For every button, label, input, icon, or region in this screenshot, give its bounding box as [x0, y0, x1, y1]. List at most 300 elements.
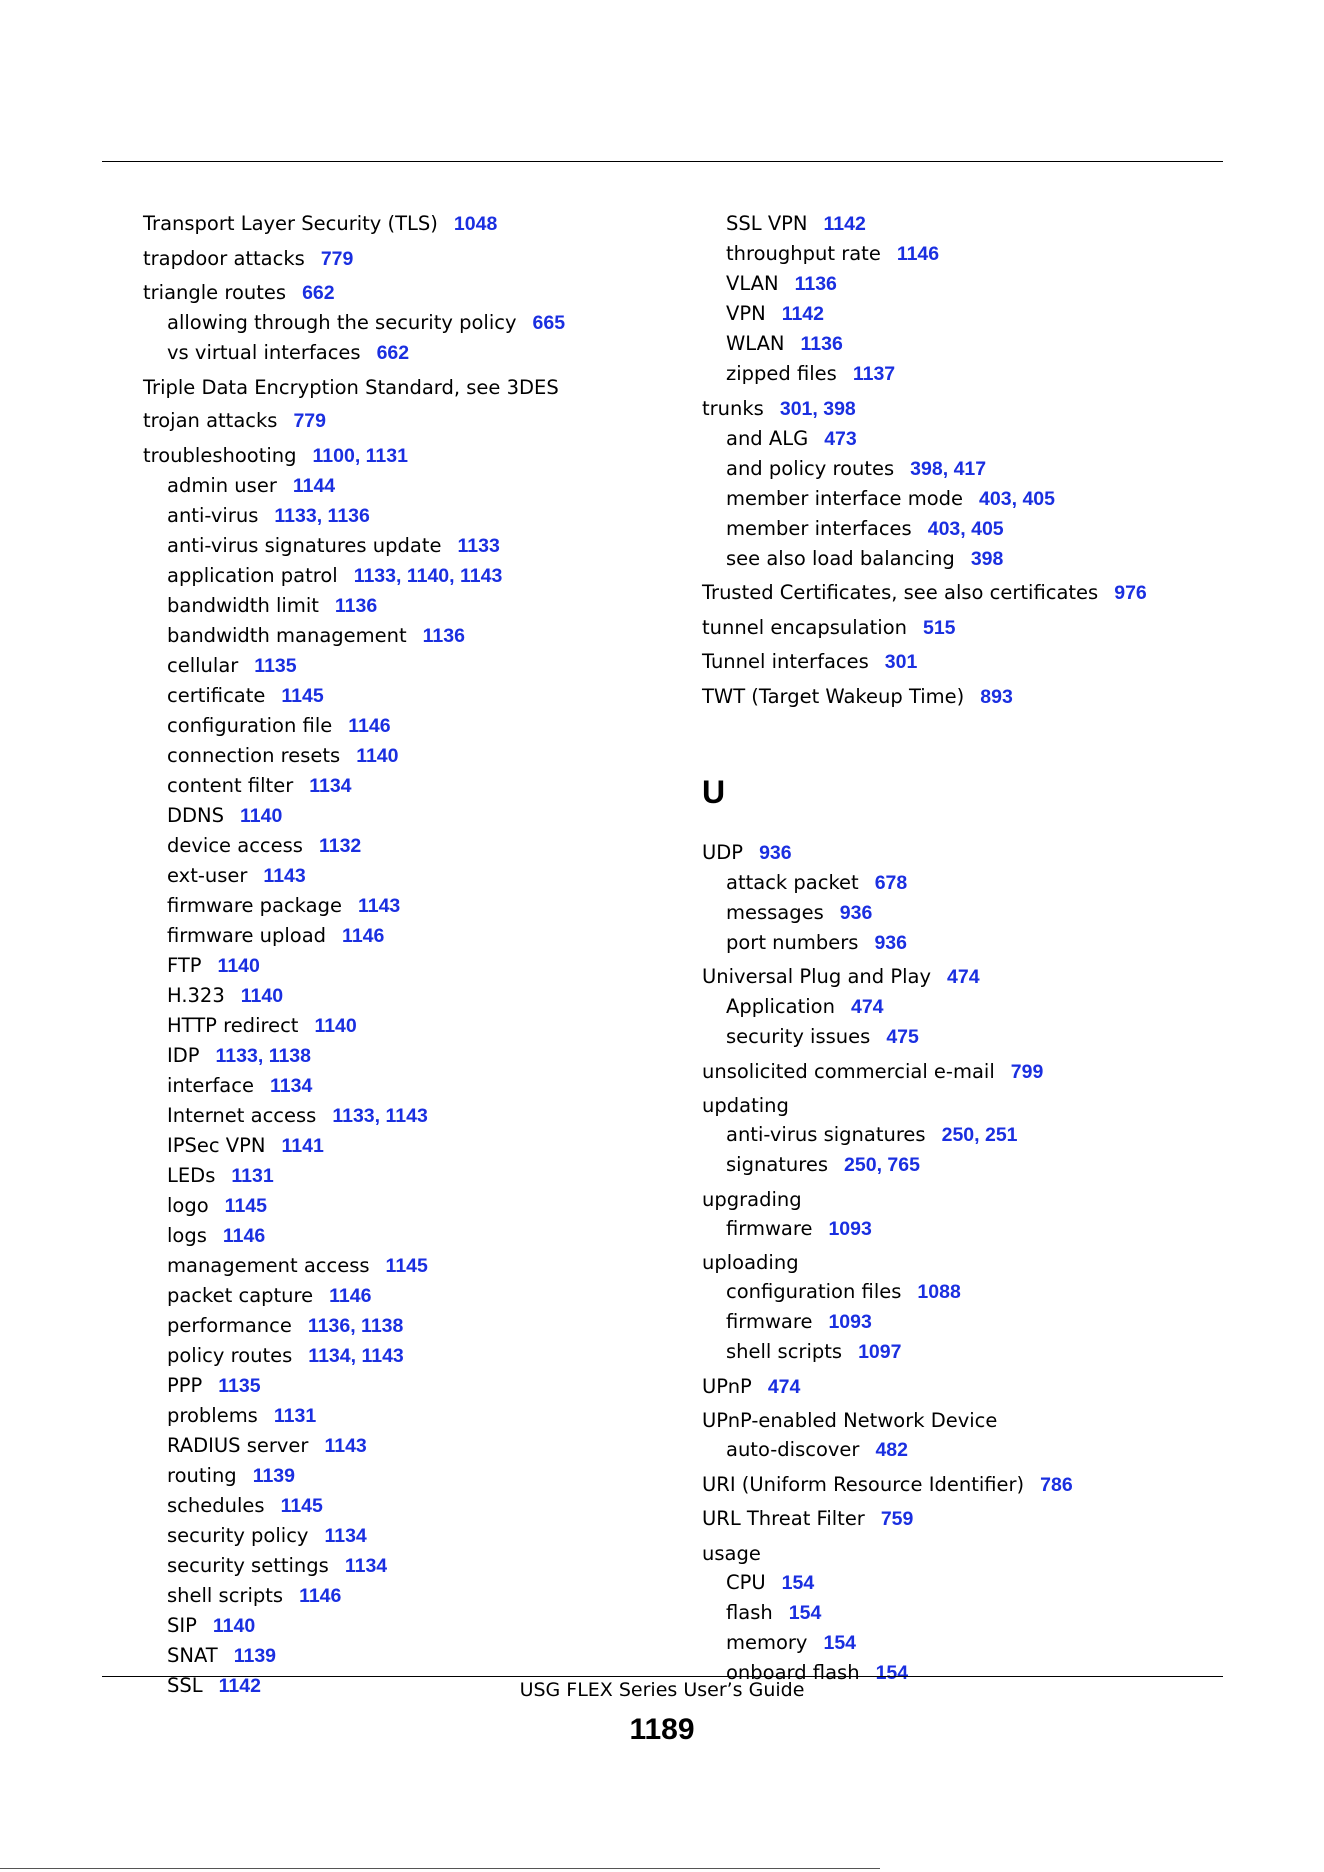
index-subentry — [143, 951, 683, 981]
page-link[interactable]: 1143 — [385, 1104, 428, 1127]
page-separator: , — [396, 564, 407, 587]
page-link[interactable]: 662 — [376, 342, 410, 364]
page-link[interactable]: 1093 — [828, 1217, 872, 1240]
page-link[interactable]: 1143 — [460, 564, 503, 587]
page-link[interactable]: 474 — [767, 1375, 801, 1398]
index-term: logo — [167, 1193, 209, 1217]
page-references — [947, 966, 980, 988]
index-subentry — [702, 269, 1222, 299]
page-link[interactable]: 799 — [1010, 1060, 1044, 1083]
page-link[interactable]: 678 — [874, 871, 908, 894]
index-term: IDP — [167, 1043, 200, 1067]
index-subentry — [143, 681, 683, 711]
page-link[interactable]: 1133 — [457, 534, 500, 557]
index-term: zipped files — [726, 362, 837, 385]
page-link[interactable]: 403 — [979, 487, 1012, 510]
page-references — [875, 872, 908, 894]
page-link[interactable]: 779 — [293, 410, 326, 432]
index-subentry — [702, 868, 1222, 898]
index-entry — [702, 1057, 1222, 1087]
page-separator: , — [876, 1154, 888, 1176]
page-references — [332, 1105, 427, 1127]
page-references — [324, 1435, 366, 1457]
page-link[interactable]: 1048 — [453, 213, 498, 235]
page-references — [979, 488, 1055, 510]
page-link[interactable]: 976 — [1114, 582, 1147, 604]
index-entry — [702, 578, 1222, 608]
page-references — [844, 1154, 920, 1176]
index-term: signatures — [726, 1153, 829, 1176]
page-separator: , — [350, 1344, 362, 1367]
page-separator: , — [354, 444, 366, 467]
index-term: upgrading — [702, 1187, 802, 1211]
index-term: ext-user — [167, 863, 248, 887]
page-link[interactable]: 1136 — [334, 594, 378, 617]
page-references — [851, 996, 884, 1018]
page-link[interactable]: 936 — [759, 841, 792, 864]
index-term: LEDs — [167, 1163, 216, 1187]
index-term: HTTP redirect — [167, 1013, 299, 1037]
index-term: UPnP-enabled Network Device — [702, 1409, 998, 1432]
page-link[interactable]: 1136 — [794, 273, 837, 295]
page-references — [782, 1572, 815, 1594]
index-subentry — [143, 308, 683, 338]
index-term: trunks — [702, 396, 764, 420]
index-term: Internet access — [167, 1103, 317, 1127]
page-link[interactable]: 1138 — [268, 1044, 311, 1067]
page-references — [234, 1645, 276, 1667]
index-subentry — [702, 329, 1222, 359]
index-subentry — [702, 359, 1222, 389]
index-subentry — [143, 1491, 683, 1521]
index-subentry — [143, 1251, 683, 1281]
index-subentry — [143, 1461, 683, 1491]
page-link[interactable]: 1132 — [318, 834, 362, 857]
index-entry — [702, 647, 1222, 677]
index-subentry — [143, 741, 683, 771]
page-link[interactable]: 1146 — [896, 243, 940, 265]
page-link[interactable]: 765 — [887, 1154, 920, 1176]
page-edge-divider — [0, 1868, 880, 1869]
index-subentry — [143, 651, 683, 681]
page-link[interactable]: 1140 — [212, 1614, 256, 1637]
index-subentry — [143, 1071, 683, 1101]
index-term: VPN — [726, 302, 766, 325]
index-entry — [143, 244, 683, 274]
page-references — [801, 333, 843, 355]
page-link[interactable]: 1146 — [348, 714, 391, 737]
page-separator: , — [812, 397, 824, 420]
index-term: SSL VPN — [726, 212, 808, 235]
index-subentry — [702, 898, 1222, 928]
index-term: memory — [726, 1630, 808, 1654]
page-link[interactable]: 1146 — [329, 1284, 372, 1307]
page-references — [789, 1602, 822, 1624]
page-link[interactable]: 250 — [844, 1154, 877, 1176]
index-term: policy routes — [167, 1343, 293, 1367]
index-subentry — [143, 861, 683, 891]
index-entry — [702, 394, 1222, 424]
page-link[interactable]: 665 — [532, 312, 566, 334]
page-link[interactable]: 251 — [984, 1124, 1018, 1146]
page-references — [886, 1026, 919, 1048]
page-link[interactable]: 1140 — [314, 1014, 357, 1037]
page-link[interactable]: 1136 — [800, 333, 843, 355]
index-term: URI (Uniform Resource Identifier) — [702, 1472, 1025, 1496]
page-separator: , — [960, 517, 972, 540]
page-link[interactable]: 250 — [941, 1124, 975, 1146]
index-subentry — [143, 1101, 683, 1131]
index-term: Trusted Certificates, see also certificates — [702, 581, 1099, 604]
index-term: RADIUS server — [167, 1433, 309, 1457]
index-term: H.323 — [167, 983, 225, 1007]
page-link[interactable]: 154 — [875, 1661, 909, 1684]
index-subentry — [702, 1277, 1222, 1307]
index-entry — [702, 1248, 1222, 1277]
index-term: configuration file — [167, 713, 333, 737]
index-term: content filter — [167, 773, 294, 797]
page-link[interactable]: 1133 — [353, 564, 396, 587]
page-references — [828, 1311, 871, 1333]
index-term: onboard flash — [726, 1660, 860, 1684]
page-separator: , — [449, 564, 460, 587]
page-references — [253, 1465, 295, 1487]
page-references — [454, 213, 497, 235]
index-term: triangle routes — [143, 281, 287, 304]
page-link[interactable]: 759 — [880, 1508, 914, 1530]
page-references — [875, 1439, 908, 1461]
index-term: device access — [167, 833, 303, 857]
index-subentry — [143, 471, 683, 501]
index-subentry — [702, 1214, 1222, 1244]
page-link[interactable]: 1134 — [308, 1344, 351, 1367]
page-link[interactable]: 1144 — [292, 474, 336, 497]
page-link[interactable]: 1136 — [327, 504, 370, 527]
page-link[interactable]: 1131 — [231, 1164, 274, 1187]
index-term: member interface mode — [726, 486, 964, 510]
page-link[interactable]: 936 — [874, 931, 907, 954]
index-subentry — [702, 209, 1222, 239]
page-references — [358, 895, 400, 917]
page-link[interactable]: 1137 — [852, 363, 896, 385]
index-subentry — [143, 1311, 683, 1341]
index-term: URL Threat Filter — [702, 1507, 865, 1530]
page-references — [824, 213, 866, 235]
page-link[interactable]: 398 — [823, 397, 856, 420]
index-entry — [702, 1185, 1222, 1214]
page-link[interactable]: 1139 — [252, 1464, 295, 1487]
index-term: bandwidth limit — [167, 593, 319, 617]
page-link[interactable]: 1140 — [240, 804, 283, 827]
page-references — [223, 1225, 265, 1247]
index-subentry — [143, 338, 683, 368]
page-references — [923, 617, 956, 639]
page-link[interactable]: 1141 — [281, 1134, 324, 1157]
index-term: firmware upload — [167, 923, 327, 947]
index-term: SSL — [167, 1673, 203, 1697]
index-subentry — [143, 1431, 683, 1461]
page-link[interactable]: 405 — [971, 517, 1004, 540]
index-term: certificate — [167, 683, 266, 707]
index-term: throughput rate — [726, 242, 881, 265]
index-subentry — [702, 299, 1222, 329]
page-link[interactable]: 474 — [850, 996, 884, 1018]
index-entry — [702, 682, 1222, 712]
index-subentry — [143, 621, 683, 651]
page-link[interactable]: 1146 — [342, 924, 385, 947]
page-link[interactable]: 1140 — [217, 954, 260, 977]
page-separator: , — [374, 1104, 386, 1127]
page-references — [281, 1495, 323, 1517]
index-subentry — [143, 1191, 683, 1221]
index-subentry — [143, 1551, 683, 1581]
page-link[interactable]: 1138 — [361, 1314, 404, 1337]
index-term: connection resets — [167, 743, 341, 767]
page-references — [840, 902, 873, 924]
page-link[interactable]: 1131 — [273, 1404, 317, 1427]
index-subentry — [143, 561, 683, 591]
index-term: anti-virus signatures update — [167, 533, 442, 557]
index-entry — [143, 209, 683, 239]
page-references — [386, 1255, 428, 1277]
index-term: management access — [167, 1253, 370, 1277]
page-link[interactable]: 1135 — [218, 1374, 261, 1397]
index-term: Tunnel interfaces — [702, 650, 869, 673]
page-references — [858, 1341, 901, 1363]
index-term: anti-virus — [167, 503, 259, 527]
page-link[interactable]: 1136 — [307, 1314, 351, 1337]
page-link[interactable]: 1143 — [361, 1344, 404, 1367]
index-subentry — [702, 1628, 1222, 1658]
page-references — [942, 1124, 1018, 1146]
index-term: and ALG — [726, 426, 809, 450]
index-term: interface — [167, 1073, 254, 1097]
page-link[interactable]: 1093 — [828, 1311, 872, 1333]
page-link[interactable]: 893 — [980, 685, 1013, 708]
page-number: 1189 — [629, 1713, 695, 1746]
page-link[interactable]: 1143 — [357, 894, 401, 917]
page-link[interactable]: 398 — [910, 457, 943, 480]
index-term: VLAN — [726, 272, 779, 295]
page-references — [917, 1281, 960, 1303]
index-entry — [702, 1504, 1222, 1534]
page-references — [897, 243, 939, 265]
page-link[interactable]: 662 — [302, 282, 335, 304]
index-entry — [702, 1470, 1222, 1500]
page-references — [348, 715, 390, 737]
page-link[interactable]: 936 — [839, 901, 873, 924]
page-link[interactable]: 515 — [922, 616, 956, 639]
section-heading: U — [702, 773, 726, 810]
index-entry — [143, 278, 683, 308]
index-term: member interfaces — [726, 516, 912, 540]
page-link[interactable]: 1146 — [299, 1584, 342, 1607]
page-references — [928, 518, 1004, 540]
index-term: cellular — [167, 653, 239, 677]
index-term: security settings — [167, 1553, 329, 1577]
page-references — [759, 842, 792, 864]
index-entry — [702, 962, 1222, 992]
index-term: UPnP — [702, 1374, 752, 1398]
page-link[interactable]: 475 — [886, 1026, 919, 1048]
page-link[interactable]: 1145 — [224, 1194, 267, 1217]
page-references — [293, 410, 326, 432]
index-subentry — [702, 544, 1222, 574]
guide-title: USG FLEX Series User’s Guide — [519, 1679, 805, 1701]
page-link[interactable]: 1145 — [280, 1494, 323, 1517]
page-link[interactable]: 417 — [953, 457, 987, 480]
page-link[interactable]: 1135 — [254, 654, 297, 677]
page-references — [885, 651, 918, 673]
page-references — [254, 655, 296, 677]
page-link[interactable]: 1146 — [222, 1224, 266, 1247]
index-subentry — [143, 1581, 683, 1611]
page-references — [824, 428, 857, 450]
index-subentry — [143, 1341, 683, 1371]
index-subentry — [143, 1521, 683, 1551]
page-link[interactable]: 1133 — [274, 504, 317, 527]
page-link[interactable]: 1143 — [263, 864, 306, 887]
page-link[interactable]: 1100 — [312, 444, 355, 467]
page-link[interactable]: 398 — [970, 547, 1004, 570]
index-entry — [702, 613, 1222, 643]
page-link[interactable]: 301 — [779, 397, 813, 420]
index-term: bandwidth management — [167, 623, 407, 647]
index-subentry — [702, 1150, 1222, 1180]
index-term: attack packet — [726, 870, 859, 894]
index-subentry — [143, 891, 683, 921]
index-term: application patrol — [167, 563, 338, 587]
index-term: tunnel encapsulation — [702, 615, 907, 639]
page-references — [308, 1345, 403, 1367]
page-references — [335, 595, 377, 617]
index-column-right — [702, 209, 1222, 1688]
page-link[interactable]: 1145 — [385, 1254, 428, 1277]
index-term: routing — [167, 1463, 237, 1487]
index-term: shell scripts — [726, 1340, 843, 1363]
page-references — [324, 1525, 366, 1547]
index-term: firmware — [726, 1310, 813, 1333]
page-link[interactable]: 403 — [927, 517, 961, 540]
page-link[interactable]: 1088 — [917, 1281, 961, 1303]
page-link[interactable]: 1134 — [309, 774, 352, 797]
page-references — [377, 342, 410, 364]
index-subentry — [143, 1131, 683, 1161]
index-term: firmware — [726, 1216, 813, 1240]
page-link[interactable]: 1133 — [332, 1104, 375, 1127]
page-link[interactable]: 154 — [823, 1631, 857, 1654]
index-term: security policy — [167, 1523, 309, 1547]
index-term: FTP — [167, 953, 202, 977]
page-references — [308, 1315, 403, 1337]
page-link[interactable]: 1140 — [356, 744, 399, 767]
page-references — [1114, 582, 1147, 604]
page-link[interactable]: 1131 — [365, 444, 408, 467]
index-subentry — [143, 1161, 683, 1191]
index-subentry — [143, 531, 683, 561]
index-term: and policy routes — [726, 456, 895, 480]
index-subentry — [702, 514, 1222, 544]
index-subentry — [143, 1641, 683, 1671]
page-link[interactable]: 301 — [884, 651, 918, 673]
page-references — [309, 775, 351, 797]
page-references — [241, 985, 283, 1007]
page-references — [319, 835, 361, 857]
page-references — [458, 535, 500, 557]
page-link[interactable]: 1142 — [218, 1674, 261, 1697]
page-references — [314, 1015, 356, 1037]
index-entry — [143, 441, 683, 471]
index-term: packet capture — [167, 1283, 314, 1307]
page-link[interactable]: 1143 — [324, 1434, 367, 1457]
index-term: port numbers — [726, 930, 859, 954]
index-subentry — [143, 501, 683, 531]
index-term: shell scripts — [167, 1583, 284, 1607]
page-link[interactable]: 1134 — [344, 1554, 388, 1577]
page-link[interactable]: 1134 — [269, 1074, 313, 1097]
page-link[interactable]: 1145 — [281, 684, 324, 707]
page-link[interactable]: 474 — [947, 966, 980, 988]
page-link[interactable]: 154 — [788, 1601, 822, 1624]
page-link[interactable]: 1097 — [858, 1341, 902, 1363]
page-references — [274, 1405, 316, 1427]
index-term: flash — [726, 1600, 773, 1624]
page-link[interactable]: 779 — [320, 247, 354, 270]
page-link[interactable]: 405 — [1022, 487, 1055, 510]
page-references — [293, 475, 335, 497]
index-term: admin user — [167, 473, 277, 497]
page-link[interactable]: 1140 — [406, 564, 450, 587]
index-term: SIP — [167, 1613, 197, 1637]
page-references — [828, 1218, 871, 1240]
page-references — [782, 303, 824, 325]
page-references — [780, 398, 856, 420]
page-link[interactable]: 1133 — [215, 1044, 258, 1067]
page-link[interactable]: 1136 — [422, 624, 465, 647]
index-term: UDP — [702, 840, 744, 864]
index-subentry — [702, 1307, 1222, 1337]
page-references — [274, 505, 369, 527]
page-link[interactable]: 473 — [824, 427, 857, 450]
page-link[interactable]: 1134 — [324, 1524, 367, 1547]
index-subentry — [702, 992, 1222, 1022]
page-link[interactable]: 1139 — [233, 1644, 277, 1667]
page-separator: , — [1011, 487, 1023, 510]
page-link[interactable]: 786 — [1040, 1473, 1073, 1496]
index-term: logs — [167, 1223, 207, 1247]
page-references — [240, 805, 282, 827]
index-subentry — [143, 1041, 683, 1071]
page-link[interactable]: 154 — [781, 1571, 815, 1594]
header-rule — [102, 161, 1223, 162]
page-references — [533, 312, 566, 334]
index-subentry — [143, 981, 683, 1011]
index-subentry — [702, 484, 1222, 514]
page-references — [1040, 1474, 1073, 1496]
footer-rule — [102, 1676, 1223, 1677]
page-link[interactable]: 1142 — [823, 213, 866, 235]
index-subentry — [143, 591, 683, 621]
index-term: trapdoor attacks — [143, 246, 305, 270]
page-link[interactable]: 482 — [875, 1439, 908, 1461]
page-link[interactable]: 1142 — [781, 303, 824, 325]
page-references — [356, 745, 398, 767]
page-link[interactable]: 1140 — [240, 984, 284, 1007]
index-term: trojan attacks — [143, 409, 278, 432]
page-references — [231, 1165, 273, 1187]
index-entry — [143, 406, 683, 436]
index-term: Application — [726, 995, 835, 1018]
